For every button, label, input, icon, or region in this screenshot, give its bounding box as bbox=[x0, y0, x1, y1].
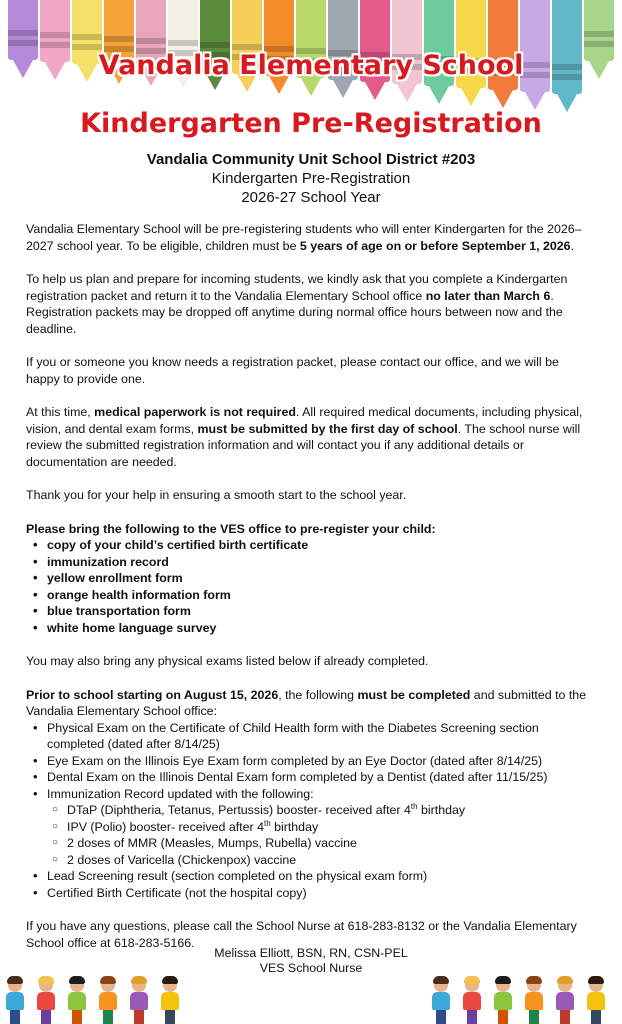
list-item: • Physical Exam on the Certificate of Child Health form with the Diabetes Screening section completed (dated after 8/14/25) bbox=[26, 720, 594, 753]
letter-body bbox=[26, 221, 594, 968]
list-item: • white home language survey bbox=[26, 620, 594, 637]
list-item: • yellow enrollment form bbox=[26, 570, 594, 587]
school-year: 2026-27 School Year bbox=[241, 189, 381, 206]
requirements-list bbox=[26, 720, 594, 803]
list-item: ○ 2 doses of MMR (Measles, Mumps, Rubella) vaccine bbox=[26, 835, 594, 852]
bring-section bbox=[26, 521, 594, 637]
child-icon bbox=[159, 966, 179, 1024]
list-item: • blue transportation form bbox=[26, 603, 594, 620]
bring-heading: Please bring the following to the VES office to pre-register your child: bbox=[26, 521, 436, 536]
list-item: • copy of your child’s certified birth certificate bbox=[26, 537, 594, 554]
child-icon bbox=[492, 969, 512, 1024]
signature-name: Melissa Elliott, BSN, RN, CSN-PEL bbox=[214, 946, 408, 960]
program-title: Kindergarten Pre-Registration bbox=[80, 108, 542, 139]
list-item: • Eye Exam on the Illinois Eye Exam form completed by an Eye Doctor (dated after 8/14/25) bbox=[26, 753, 594, 770]
child-icon bbox=[66, 969, 86, 1024]
optional-exams-paragraph: You may also bring any physical exams listed below if already completed. bbox=[26, 654, 429, 668]
child-icon bbox=[128, 973, 148, 1024]
thanks-paragraph: Thank you for your help in ensuring a smooth start to the school year. bbox=[26, 488, 407, 502]
children-illustration-left bbox=[4, 966, 194, 1024]
list-item: ○ 2 doses of Varicella (Chickenpox) vaccine bbox=[26, 852, 594, 869]
medical-paragraph: At this time, medical paperwork is not required. All required medical documents, including physical, vision, and dental exam forms, must be submitted by the first day of school. The school nurse will review the submitted registration information and will contact you if any additional details or documentation are needed. bbox=[26, 405, 583, 469]
signature-role: VES School Nurse bbox=[259, 961, 363, 975]
children-illustration-right bbox=[430, 966, 620, 1024]
list-item: • Dental Exam on the Illinois Dental Exam form completed by a Dentist (dated after 11/15/25) bbox=[26, 769, 594, 786]
child-icon bbox=[585, 966, 605, 1024]
child-icon bbox=[430, 974, 450, 1024]
school-name-title: Vandalia Elementary School bbox=[98, 50, 524, 81]
child-icon bbox=[97, 971, 117, 1024]
packet-paragraph: If you or someone you know needs a registration packet, please contact our office, and we will be happy to provide one. bbox=[26, 355, 559, 386]
plan-paragraph: To help us plan and prepare for incoming students, we kindly ask that you complete a Kindergarten registration packet and return it to the Vandalia Elementary School office no later than March 6. Registration packets may be dropped off anytime during normal office hours between now and the deadline. bbox=[26, 272, 568, 336]
district-name: Vandalia Community Unit School District #203 bbox=[146, 151, 476, 168]
prior-section bbox=[26, 687, 594, 902]
child-icon bbox=[4, 974, 24, 1024]
bring-list bbox=[26, 537, 594, 636]
prior-intro: Prior to school starting on August 15, 2026, the following must be completed and submitted to the Vandalia Elementary School office: bbox=[26, 687, 587, 718]
immunization-list bbox=[26, 802, 594, 868]
list-item: • immunization record bbox=[26, 554, 594, 571]
list-item: ○ IPV (Polio) booster- received after 4th birthday bbox=[26, 819, 594, 836]
list-item: • Immunization Record updated with the following: bbox=[26, 786, 594, 803]
child-icon bbox=[554, 973, 574, 1024]
list-item: • Certified Birth Certificate (not the hospital copy) bbox=[26, 885, 594, 902]
list-item: • orange health information form bbox=[26, 587, 594, 604]
header-subtitle: Kindergarten Pre-Registration bbox=[211, 170, 411, 187]
deadline: no later than March 6 bbox=[425, 288, 551, 303]
requirements-list-continued bbox=[26, 868, 594, 901]
list-item: ○ DTaP (Diphtheria, Tetanus, Pertussis) booster- received after 4th birthday bbox=[26, 802, 594, 819]
document-header bbox=[0, 150, 622, 207]
eligibility-date: 5 years of age on or before September 1, 2026 bbox=[299, 238, 571, 253]
intro-paragraph: Vandalia Elementary School will be pre-registering students who will enter Kindergarten for the 2026–2027 school year. To be eligible, children must be 5 years of age on or before September 1, 2026. bbox=[26, 222, 582, 253]
list-item: • Lead Screening result (section completed on the physical exam form) bbox=[26, 868, 594, 885]
questions-paragraph: If you have any questions, please call the School Nurse at 618-283-8132 or the Vandalia Elementary School office at 618-283-5166. bbox=[26, 919, 577, 950]
child-icon bbox=[523, 971, 543, 1024]
child-icon bbox=[35, 967, 55, 1024]
child-icon bbox=[461, 967, 481, 1024]
